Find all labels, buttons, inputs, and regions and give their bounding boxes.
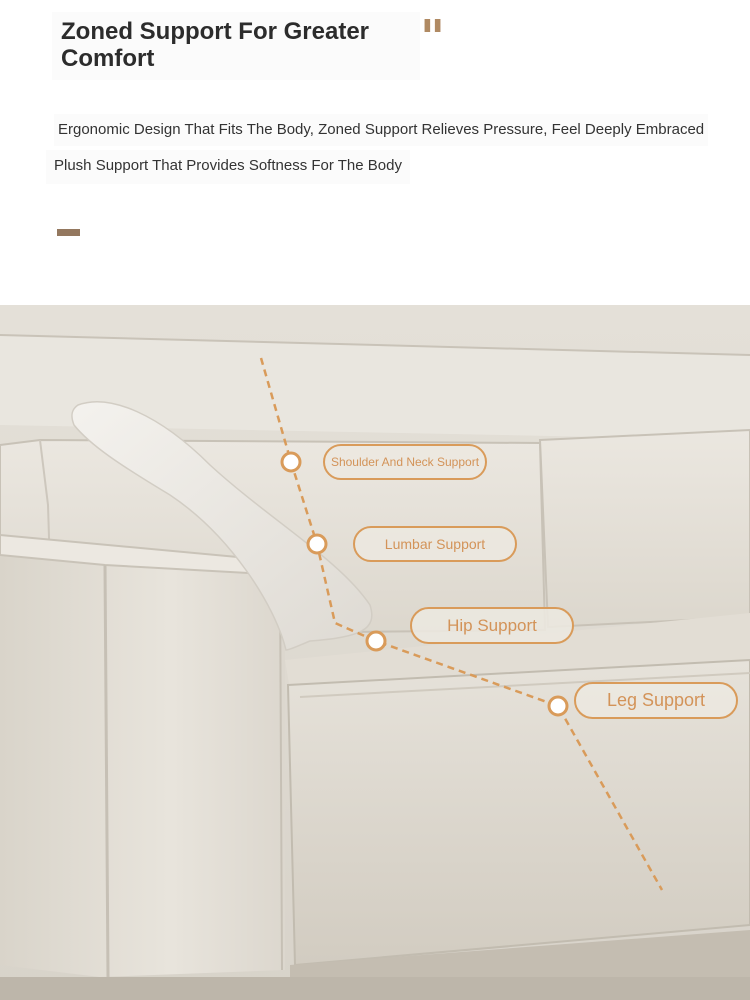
lumbar-support-label: Lumbar Support [353, 526, 517, 562]
hip-support-marker [367, 632, 385, 650]
lumbar-support-marker [308, 535, 326, 553]
leg-support-marker [549, 697, 567, 715]
description-line-2: Plush Support That Provides Softness For The Body [46, 150, 410, 184]
rug [0, 977, 750, 1000]
back-cushion-right [540, 430, 750, 627]
shoulder-neck-support-label: Shoulder And Neck Support [323, 444, 487, 480]
title-line-1: Zoned Support For Greater [61, 18, 370, 45]
sofa-illustration [0, 305, 750, 1000]
shoulder-support-marker [282, 453, 300, 471]
quote-mark-icon: " [420, 10, 442, 66]
armrest [0, 535, 285, 977]
sofa-photo [0, 305, 750, 1000]
accent-bar [57, 229, 80, 236]
leg-support-label: Leg Support [574, 682, 738, 719]
page-title [52, 12, 420, 80]
description-line-1: Ergonomic Design That Fits The Body, Zoned Support Relieves Pressure, Feel Deeply Embraced [54, 114, 708, 146]
title-line-2: Comfort [61, 45, 155, 72]
hip-support-label: Hip Support [410, 607, 574, 644]
